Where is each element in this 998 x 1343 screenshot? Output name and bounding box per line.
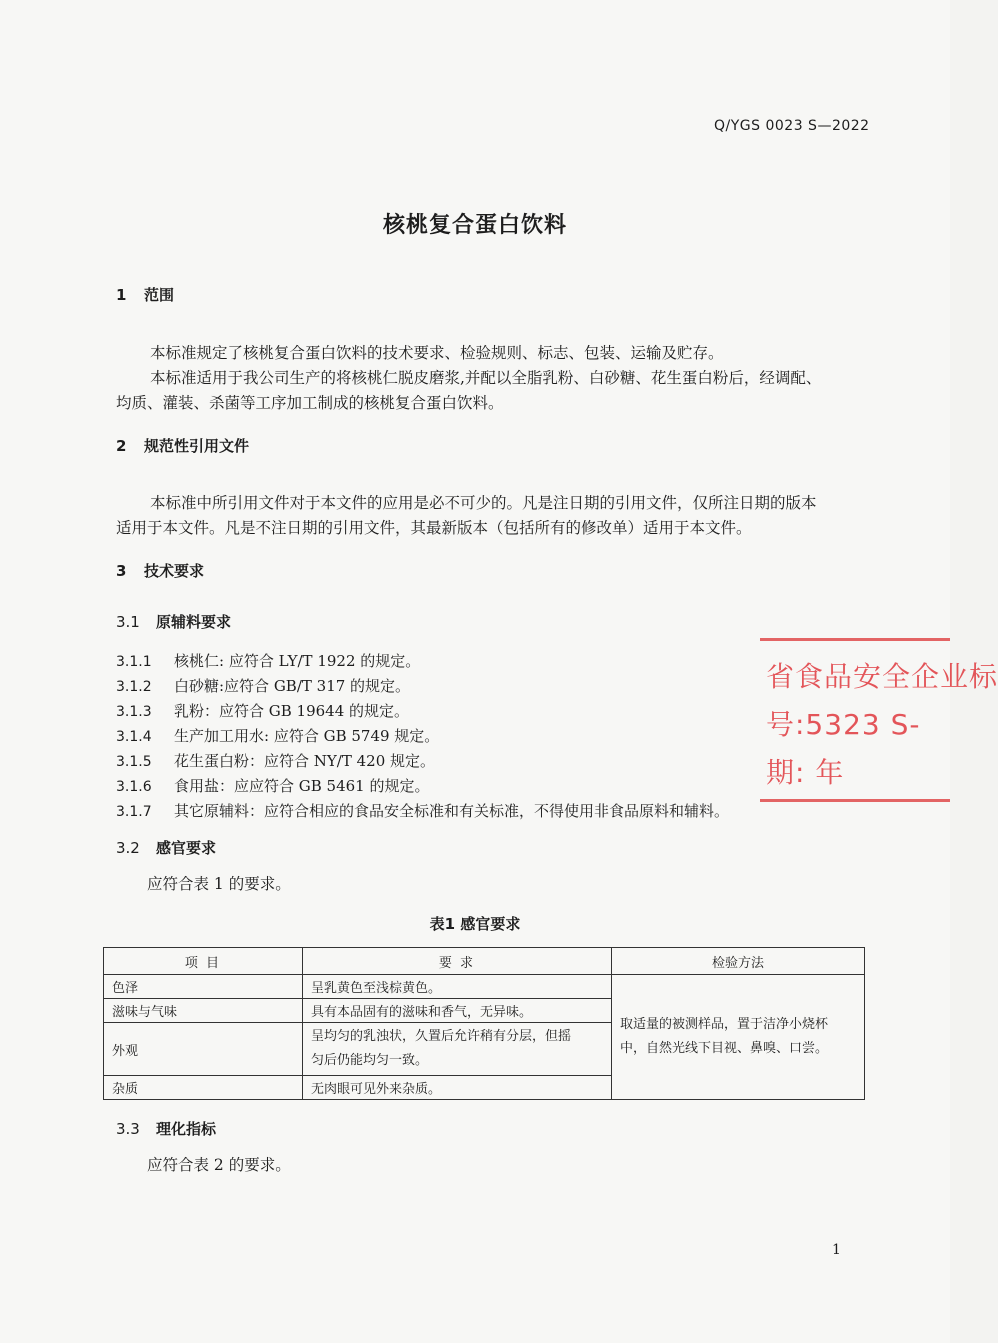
- table-header-cell: 检验方法: [612, 948, 865, 975]
- section-1-para-2b: 均质、灌装、杀菌等工序加工制成的核桃复合蛋白饮料。: [116, 394, 504, 412]
- section-3-heading: 3 技术要求: [116, 562, 205, 580]
- stamp-line-3: 期: 年: [766, 756, 845, 789]
- material-item: 3.1.4 生产加工用水: 应符合 GB 5749 规定。: [116, 727, 440, 745]
- table-header-cell: 项 目: [104, 948, 303, 975]
- standard-code: Q/YGS 0023 S—2022: [714, 118, 870, 134]
- section-1-heading: 1 范围: [116, 286, 175, 304]
- section-3-2-para: 应符合表 1 的要求。: [147, 875, 291, 893]
- document-title: 核桃复合蛋白饮料: [382, 213, 567, 238]
- table-cell-item: 杂质: [104, 1076, 303, 1100]
- table-1-caption: 表1 感官要求: [429, 915, 521, 933]
- table-cell-requirement: 无肉眼可见外来杂质。: [303, 1076, 612, 1100]
- table-cell-item: 色泽: [104, 975, 303, 999]
- section-2-para-1a: 本标准中所引用文件对于本文件的应用是必不可少的。凡是注日期的引用文件，仅所注日期的版本: [150, 494, 817, 512]
- table-cell-requirement: 呈乳黄色至浅棕黄色。: [303, 975, 612, 999]
- table-cell-requirement: [303, 1023, 612, 1076]
- table-cell-method: [612, 975, 865, 1100]
- sensory-table: [103, 947, 865, 1100]
- section-3-3-para: 应符合表 2 的要求。: [147, 1156, 291, 1174]
- material-item: 3.1.2 白砂糖:应符合 GB/T 317 的规定。: [116, 677, 411, 695]
- section-3-1-heading: 3.1 原辅料要求: [116, 613, 232, 631]
- page-number: 1: [832, 1242, 841, 1258]
- table-cell-requirement: 具有本品固有的滋味和香气，无异味。: [303, 999, 612, 1023]
- material-item: 3.1.7 其它原辅料：应符合相应的食品安全标准和有关标准，不得使用非食品原料和辅料。: [116, 802, 730, 820]
- stamp-line-2: 号:5323 S-: [766, 708, 921, 741]
- material-item: 3.1.1 核桃仁: 应符合 LY/T 1922 的规定。: [116, 652, 421, 670]
- registration-stamp: [760, 638, 998, 802]
- section-1-para-2a: 本标准适用于我公司生产的将核桃仁脱皮磨浆,并配以全脂乳粉、白砂糖、花生蛋白粉后，经调配、: [150, 369, 822, 387]
- requirement-line: 呈均匀的乳浊状，久置后允许稍有分层，但摇: [311, 1029, 572, 1044]
- material-item: 3.1.6 食用盐：应应符合 GB 5461 的规定。: [116, 777, 430, 795]
- method-line: 取适量的被测样品，置于洁净小烧杯: [620, 1017, 829, 1032]
- section-3-2-heading: 3.2 感官要求: [116, 839, 217, 857]
- requirement-line: 匀后仍能均匀一致。: [311, 1053, 429, 1068]
- material-item: 3.1.3 乳粉：应符合 GB 19644 的规定。: [116, 702, 410, 720]
- table-header-cell: 要 求: [303, 948, 612, 975]
- section-1-para-1: 本标准规定了核桃复合蛋白饮料的技术要求、检验规则、标志、包装、运输及贮存。: [150, 344, 724, 362]
- stamp-line-1: 省食品安全企业标: [766, 660, 998, 693]
- section-2-para-1b: 适用于本文件。凡是不注日期的引用文件，其最新版本（包括所有的修改单）适用于本文件。: [116, 519, 752, 537]
- table-cell-item: 外观: [104, 1023, 303, 1076]
- table-header-row: [104, 948, 865, 975]
- section-2-heading: 2 规范性引用文件: [116, 437, 250, 455]
- material-item: 3.1.5 花生蛋白粉：应符合 NY/T 420 规定。: [116, 752, 436, 770]
- table-row: [104, 975, 865, 999]
- section-3-3-heading: 3.3 理化指标: [116, 1120, 217, 1138]
- table-cell-item: 滋味与气味: [104, 999, 303, 1023]
- method-line: 中，自然光线下目视、鼻嗅、口尝。: [620, 1041, 829, 1056]
